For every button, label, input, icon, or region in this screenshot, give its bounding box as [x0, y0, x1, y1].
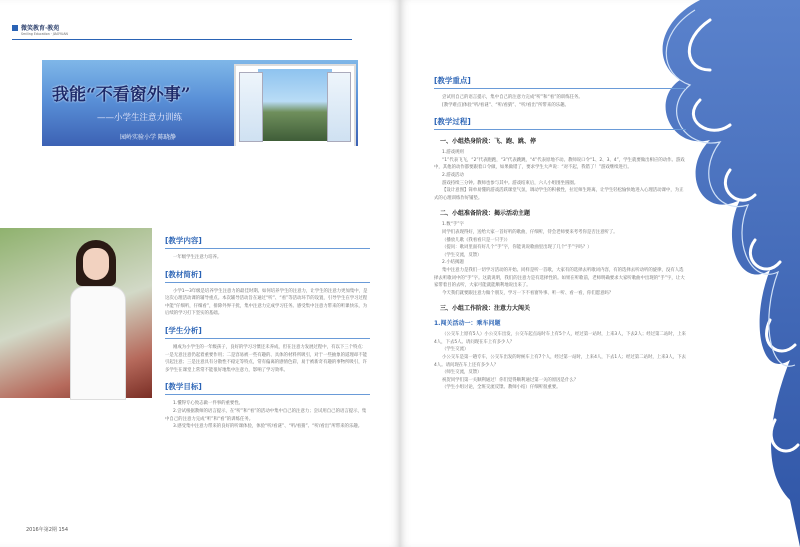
page-number-left: 2016年第2期 154 [26, 527, 69, 533]
section-goals [165, 381, 370, 430]
paragraph: （学生交流） [442, 347, 469, 353]
paragraph: 2.尝试根据教师的语言提示，在“听”和“看”的活动中集中自己的注意力；尝试用自己的语言提示，集中自己的注意力完成“听”和“看”的训练任务。 [165, 408, 367, 422]
paragraph: 集中注意力是我们一切学习活动的开始。同样是听一首歌，大家有的选择去听歌词内容，有的选择去听动听的旋律，没有人选择去听歌词中的“手”字。这就说明，我们的注意力是有选择性的。如果在听歌前，老师明确要求大家听歌曲中出现的“手”字，让大家带着目的去听，大家可能就能顺利地说出来了。 [434, 267, 685, 289]
paragraph: “1”代表飞飞，“2”代表跑跑，“3”代表跳跳，“4”代表原地不动。教师说口令“1、2、3、4”，学生就要做出相应的动作。游戏中，其他的动作都要跟着口令做，如果做错了，要求学生大声说：“对不起，我错了！”游戏继续进行。 [434, 157, 685, 171]
section-title: [教材简析] [165, 269, 370, 283]
masthead-divider [12, 39, 352, 40]
paragraph: 小学1—3年级是培养学生注意力的最佳时期。如何培养学生的注意力，让学生的注意力更加集中，是这次心理活动课的辅导重点。本次辅导活动旨在通过“听”、“看”等活动环节的设置，引导学生在学习过程中能“仔细听，仔细看”，排除外界干扰，集中注意力完成学习任务。感受集中注意力带来的听课快乐，为后续的学习打下坚实的基础。 [165, 288, 368, 317]
paragraph: 祝贺同学们第一关顺利通过！你们觉得顺利通过第一关的原因是什么？ [442, 377, 579, 383]
subsection-title: 三、小组工作阶段：注意力大闯关 [440, 305, 531, 313]
section-title: [学生分析] [165, 325, 370, 339]
section-process [434, 116, 686, 392]
paragraph: 2.游戏活动 [442, 172, 464, 178]
open-window-image [234, 64, 356, 146]
paragraph: 3.感受集中注意力带来的良好的听课体验，体验“听/看谜”、“听/看猜”、“听/看出”所带来的乐趣。 [173, 424, 363, 430]
right-page [400, 0, 800, 547]
article-author: 园岭实验小学 陈晓静 [120, 134, 176, 141]
page-number-right: 2016年第2期 155 [700, 527, 743, 533]
journal-english-name: Smiling Education · JIAOYUAN [21, 32, 68, 36]
right-column [434, 68, 686, 392]
window-view-scenery [258, 69, 332, 141]
paragraph: 1.游戏规则 [442, 150, 464, 156]
paragraph: （学生小组讨论，全班交流反馈。教师小结）仔细听很重要。 [442, 385, 561, 391]
paragraph: （播放儿歌《我看看只是一只手》） [442, 237, 511, 243]
author-photo [0, 228, 152, 398]
section-title: [教学目标] [165, 381, 370, 395]
paragraph: 刚成为小学生的一年级孩子，良好的学习习惯还未养成，但在注意力发展过程中，有以下三个特点：一是无意注意仍起着重要作用；二是容易被一些有趣的、具体的材料所吸引，对于一些抽象的道理却不能引起注意；三是注意具有分散性不稳定等特点，常有偏离的感情色彩，易于被新奇有趣的事物所吸引，许多学生在课堂上常常不能很好地集中注意力，影响了学习效率。 [165, 344, 367, 373]
section-analysis [165, 269, 370, 318]
paragraph: （提问：歌词里面有好几个“手”字，你能说说歌曲里出现了几个“手”字吗？） [442, 245, 592, 251]
paragraph: 【设计意图】简单易懂的游戏活跃课堂气氛，调动学生的积极性，拉近师生距离，让学生轻松愉快地进入心理活动课中，为正式的心理训练作好铺垫。 [434, 188, 684, 201]
subsection-title: 二、小组准备阶段：揭示活动主题 [440, 210, 531, 218]
paragraph: 今天我们就要跟注意力做个朋友，学习一下不看窗外事、听一听、看一看，你们愿意吗？ [442, 290, 614, 296]
masthead-logo [12, 23, 352, 32]
paragraph: 小公交车是第一趟专车，公交车出发的时候车上有7个人，经过第一站时，上来4人，下去1人；经过第二站时，上来3人，下去4人。请问现在车上还有多少人？ [434, 355, 686, 368]
paragraph: 游戏持续三分钟。教师也参与其中。游戏结束后，六人小组围坐圆圈。 [442, 180, 579, 186]
paragraph: 同学们表现得好，送给大家一首好听的歌曲，仔细听，待会老师要来考考你是否注意听了。 [442, 229, 618, 235]
section-content [165, 235, 370, 262]
masthead [12, 23, 352, 40]
subsection-title: 一、小组热身阶段：飞、跑、跳、停 [440, 138, 537, 146]
section-title: [教学过程] [434, 116, 686, 130]
section-title: [教学重点] [434, 75, 686, 89]
paragraph: 1.数“手”字 [442, 222, 464, 228]
section-key-points [434, 75, 686, 109]
left-column [165, 228, 370, 431]
logo-square-icon [12, 25, 18, 31]
window-pane-right [327, 72, 351, 142]
article-banner [42, 60, 358, 146]
paragraph: 1.懂得专心致志做一件事的重要性。 [173, 401, 244, 407]
author-figure [66, 240, 128, 398]
paragraph: 2.小结揭题 [442, 260, 464, 266]
section-title: [教学内容] [165, 235, 370, 249]
article-title: 我能“不看窗外事” [52, 85, 191, 105]
window-pane-left [239, 72, 263, 142]
article-subtitle: ——小学生注意力训练 [97, 113, 183, 123]
activity-title: 1.闯关活动一：乘车问题 [434, 320, 501, 328]
paragraph: 一年级学生注意力培养。 [173, 255, 222, 260]
section-students [165, 325, 370, 374]
paragraph: （师生交流，反馈） [442, 370, 482, 376]
paragraph: （公交车上原有5人）小公交车出发，公交车起点站时车上有5个人，经过第一站时，上来3人，下去2人；经过第二站时，上来4人，下去5人。请问现在车上有多少人？ [434, 332, 686, 345]
paragraph: 尝试用自己的语言提示，集中自己的注意力完成“听”和“看”的训练任务。 [442, 95, 583, 100]
journal-name: 微笑教育·教苑 [21, 25, 60, 32]
paragraph: [教学难点]体验“听/看谜”、“听/看猜”、“听/看出”所带来的乐趣。 [442, 102, 569, 108]
paragraph: （学生交流，反馈） [442, 252, 482, 258]
